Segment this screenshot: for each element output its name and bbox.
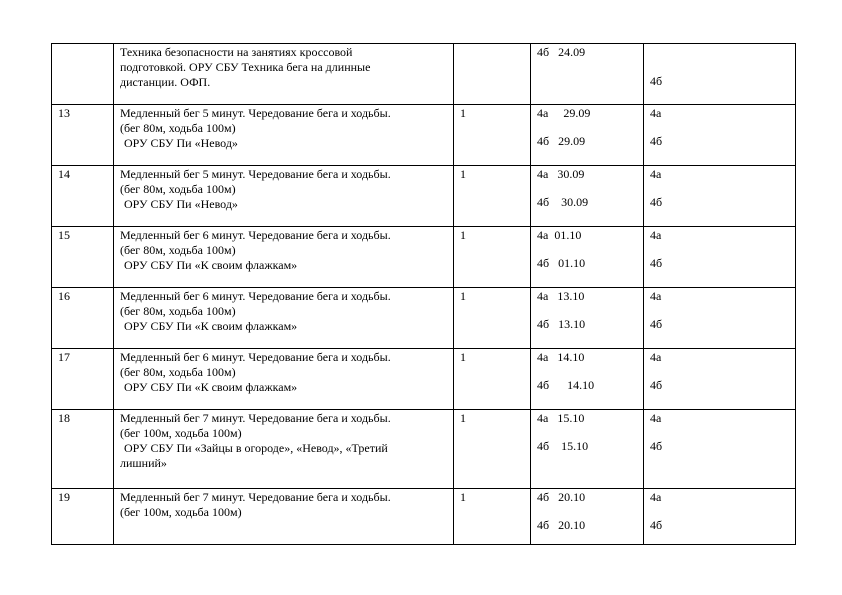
hours-cell: 1 <box>454 227 531 288</box>
lesson-number-cell: 17 <box>52 349 114 410</box>
table-row <box>52 410 796 489</box>
planned-date-cell <box>531 166 644 227</box>
topic-line: Медленный бег 6 минут. Чередование бега и ходьбы. <box>120 228 391 242</box>
table-row <box>52 349 796 410</box>
lesson-number-cell: 13 <box>52 105 114 166</box>
lesson-number-cell: 19 <box>52 489 114 545</box>
topic-line: ОРУ СБУ Пи «Невод» <box>124 136 238 150</box>
planned-date: 4б 15.10 <box>537 439 589 453</box>
lesson-number-cell: 14 <box>52 166 114 227</box>
lesson-topic-cell <box>114 288 454 349</box>
planned-date-cell <box>531 44 644 105</box>
lesson-number-cell <box>52 44 114 105</box>
topic-line: Техника безопасности на занятиях кроссовой <box>120 45 353 59</box>
hours-cell <box>454 44 531 105</box>
planned-date: 4б 14.10 <box>537 378 595 392</box>
actual-date-cell <box>644 227 796 288</box>
topic-line: Медленный бег 5 минут. Чередование бега и ходьбы. <box>120 167 391 181</box>
lesson-topic-cell <box>114 489 454 545</box>
table-row <box>52 227 796 288</box>
hours-cell: 1 <box>454 105 531 166</box>
planned-date-cell <box>531 105 644 166</box>
actual-class: 4а <box>650 350 662 364</box>
planned-date: 4а 14.10 <box>537 350 585 364</box>
actual-date-cell <box>644 410 796 489</box>
table-row <box>52 105 796 166</box>
planned-date-cell <box>531 349 644 410</box>
topic-line: дистанции. ОФП. <box>120 75 211 89</box>
planned-date: 4б 30.09 <box>537 195 589 209</box>
actual-class: 4а <box>650 228 662 242</box>
topic-line: (бег 100м, ходьба 100м) <box>120 426 242 440</box>
actual-class: 4б <box>650 518 663 532</box>
topic-line: Медленный бег 7 минут. Чередование бега и ходьбы. <box>120 411 391 425</box>
lesson-topic-cell <box>114 44 454 105</box>
hours-cell: 1 <box>454 166 531 227</box>
planned-date: 4б 29.09 <box>537 134 586 148</box>
actual-class: 4б <box>650 74 663 88</box>
actual-date-cell <box>644 349 796 410</box>
lesson-topic-cell <box>114 227 454 288</box>
actual-date-cell <box>644 489 796 545</box>
planned-date: 4б 20.10 <box>537 518 586 532</box>
planned-date: 4б 01.10 <box>537 256 586 270</box>
table-row <box>52 166 796 227</box>
topic-line: (бег 80м, ходьба 100м) <box>120 243 236 257</box>
lesson-number-cell: 15 <box>52 227 114 288</box>
planned-date-cell <box>531 489 644 545</box>
topic-line: (бег 80м, ходьба 100м) <box>120 182 236 196</box>
table-row <box>52 489 796 545</box>
planned-date: 4а 15.10 <box>537 411 585 425</box>
hours-cell: 1 <box>454 410 531 489</box>
actual-class: 4а <box>650 289 662 303</box>
actual-class: 4б <box>650 195 663 209</box>
lesson-number-cell: 18 <box>52 410 114 489</box>
lesson-plan-body <box>52 44 796 545</box>
topic-line: ОРУ СБУ Пи «К своим флажкам» <box>124 258 298 272</box>
planned-date: 4а 29.09 <box>537 106 591 120</box>
topic-line: (бег 80м, ходьба 100м) <box>120 365 236 379</box>
hours-cell: 1 <box>454 489 531 545</box>
planned-date-cell <box>531 288 644 349</box>
actual-class: 4а <box>650 167 662 181</box>
actual-date-cell <box>644 288 796 349</box>
topic-line: лишний» <box>120 456 167 470</box>
actual-date-cell <box>644 44 796 105</box>
lesson-topic-cell <box>114 105 454 166</box>
topic-line: Медленный бег 6 минут. Чередование бега и ходьбы. <box>120 350 391 364</box>
topic-line: ОРУ СБУ Пи «К своим флажкам» <box>124 380 298 394</box>
planned-date: 4а 13.10 <box>537 289 585 303</box>
planned-date: 4а 01.10 <box>537 228 582 242</box>
topic-line: ОРУ СБУ Пи «Зайцы в огороде», «Невод», «Третий <box>124 441 388 455</box>
lesson-topic-cell <box>114 410 454 489</box>
topic-line: Медленный бег 5 минут. Чередование бега и ходьбы. <box>120 106 391 120</box>
actual-class: 4а <box>650 411 662 425</box>
planned-date-cell <box>531 227 644 288</box>
lesson-topic-cell <box>114 349 454 410</box>
topic-line: (бег 80м, ходьба 100м) <box>120 121 236 135</box>
topic-line: Медленный бег 6 минут. Чередование бега и ходьбы. <box>120 289 391 303</box>
actual-class: 4б <box>650 134 663 148</box>
table-row <box>52 44 796 105</box>
table-row <box>52 288 796 349</box>
planned-date-cell <box>531 410 644 489</box>
lesson-number-cell: 16 <box>52 288 114 349</box>
actual-date-cell <box>644 105 796 166</box>
planned-date: 4б 13.10 <box>537 317 586 331</box>
hours-cell: 1 <box>454 349 531 410</box>
actual-class: 4б <box>650 317 663 331</box>
actual-class: 4а <box>650 106 662 120</box>
topic-line: подготовкой. ОРУ СБУ Техника бега на длинные <box>120 60 371 74</box>
planned-date: 4а 30.09 <box>537 167 585 181</box>
hours-cell: 1 <box>454 288 531 349</box>
actual-class: 4б <box>650 439 663 453</box>
topic-line: (бег 100м, ходьба 100м) <box>120 505 242 519</box>
topic-line: ОРУ СБУ Пи «Невод» <box>124 197 238 211</box>
planned-date: 4б 24.09 <box>537 45 586 59</box>
planned-date: 4б 20.10 <box>537 490 586 504</box>
actual-date-cell <box>644 166 796 227</box>
actual-class: 4б <box>650 256 663 270</box>
topic-line: (бег 80м, ходьба 100м) <box>120 304 236 318</box>
lesson-topic-cell <box>114 166 454 227</box>
topic-line: Медленный бег 7 минут. Чередование бега и ходьбы. <box>120 490 391 504</box>
actual-class: 4а <box>650 490 662 504</box>
lesson-plan-table <box>51 43 796 545</box>
actual-class: 4б <box>650 378 663 392</box>
topic-line: ОРУ СБУ Пи «К своим флажкам» <box>124 319 298 333</box>
